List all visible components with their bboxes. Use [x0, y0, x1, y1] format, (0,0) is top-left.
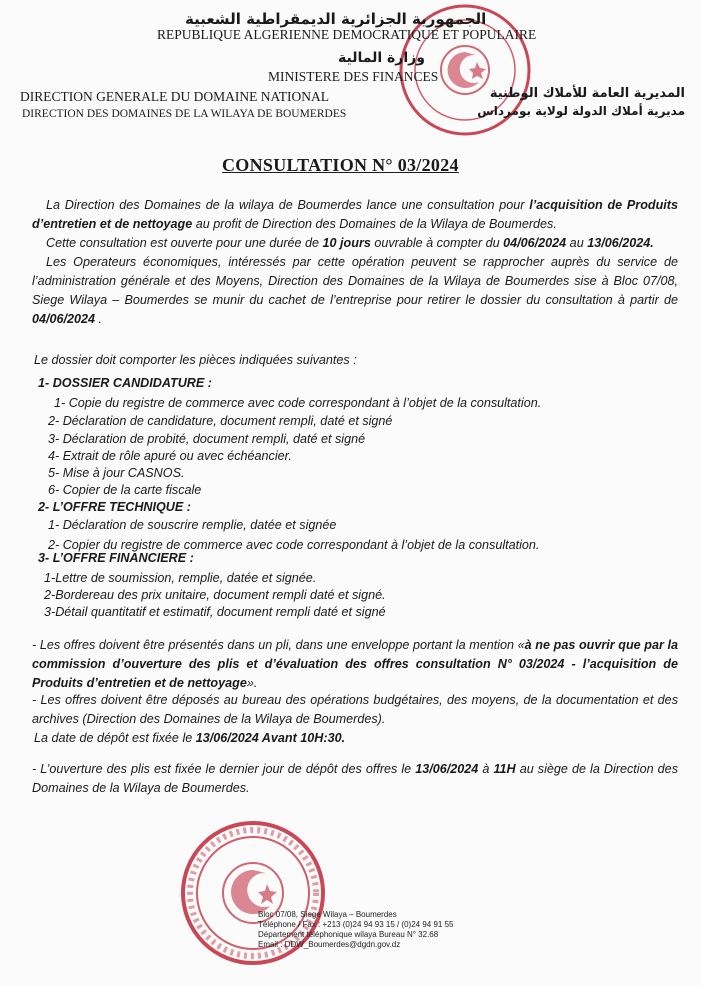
section-technique-heading: 2- L’OFFRE TECHNIQUE : — [38, 500, 191, 514]
intro-paragraph-3: Les Operateurs économiques, intéressés par cette opération peuvent se rapprocher auprès du service de l’administration générale et des Moyens, Direction des Domaines de la Wilaya de Boumerdes sise à Bloc 07/08, Siege Wilaya – Boumerdes se munir du cachet de l’entreprise pour retirer le dossier du consultation à partir de 04/06/2024 . — [32, 255, 678, 326]
list-item: 2- Déclaration de candidature, document rempli, daté et signé — [48, 414, 393, 428]
list-item: 3- Déclaration de probité, document rempli, daté et signé — [48, 432, 366, 446]
closing-paragraph-2: - Les offres doivent être déposés au bureau des opérations budgétaires, des moyens, de la documentation et des archives (Direction des Domaines de la Wilaya de Boumerdes). La date de dépôt est fixée le 13/06/2024 Avant 10H:30. — [32, 693, 678, 745]
header-direction-general-arabic: المديرية العامة للأملاك الوطنية — [489, 86, 685, 101]
footer-department-phone: Département téléphonique wilaya Bureau N° 32.68 — [258, 930, 439, 939]
footer-address: Bloc 07/08, Siege Wilaya – Boumerdes — [258, 910, 397, 919]
intro-paragraph-1: La Direction des Domaines de la wilaya de Boumerdes lance une consultation pour l’acquisition de Produits d’entretien et de nettoyage au profit de Direction des Domaines de la Wilaya de Boumerdes. — [32, 198, 678, 231]
dossier-intro: Le dossier doit comporter les pièces indiquées suivantes : — [34, 353, 357, 367]
header-ministry-french: MINISTERE DES FINANCES — [268, 69, 439, 84]
contact-footer — [258, 910, 453, 950]
intro-block — [32, 196, 678, 329]
list-item: 4- Extrait de rôle apuré ou avec échéancier. — [48, 449, 292, 463]
header-ministry-arabic: وزارة المالية — [338, 50, 425, 66]
list-item: 1- Déclaration de souscrire remplie, datée et signée — [48, 518, 337, 532]
closing-paragraph-3: - L’ouverture des plis est fixée le dernier jour de dépôt des offres le 13/06/2024 à 11H au siège de la Direction des Domaines de la Wilaya de Boumerdes. — [32, 762, 678, 795]
section-candidature-heading: 1- DOSSIER CANDIDATURE : — [38, 376, 212, 390]
intro-paragraph-2: Cette consultation est ouverte pour une durée de 10 jours ouvrable à compter du 04/06/2024 au 13/06/2024. — [46, 236, 654, 250]
list-item: 1-Lettre de soumission, remplie, datée et signée. — [44, 571, 317, 585]
header-republic-arabic: الجمهورية الجزائرية الديمقراطية الشعبية — [185, 10, 487, 28]
document-title: CONSULTATION N° 03/2024 — [222, 155, 459, 175]
list-item: 5- Mise à jour CASNOS. — [48, 466, 185, 480]
footer-phone: Téléphone / Fax : +213 (0)24 94 93 15 / (0)24 94 91 55 — [258, 920, 454, 929]
list-item: 2- Copier du registre de commerce avec code correspondant à l’objet de la consultation. — [48, 538, 540, 552]
list-item: 2-Bordereau des prix unitaire, document rempli daté et signé. — [44, 588, 386, 602]
list-item: 6- Copier de la carte fiscale — [48, 483, 202, 497]
list-item: 1- Copie du registre de commerce avec code correspondant à l’objet de la consultation. — [54, 396, 542, 410]
list-item: 3-Détail quantitatif et estimatif, document rempli daté et signé — [44, 605, 386, 619]
footer-email: Email : DDW_Boumerdes@dgdn.gov.dz — [258, 940, 401, 949]
closing-paragraph-1: - Les offres doivent être présentés dans un pli, dans une enveloppe portant la mention «à ne pas ouvrir que par la commission d’ouverture des plis et d’évaluation des offres consultation N° 03/2024 - l’acquisition de Produits d’entretien et de nettoyage». — [32, 638, 679, 690]
section-financiere-heading: 3- L’OFFRE FINANCIERE : — [38, 551, 194, 565]
header-direction-wilaya: DIRECTION DES DOMAINES DE LA WILAYA DE BOUMERDES — [22, 108, 347, 120]
header-direction-general: DIRECTION GENERALE DU DOMAINE NATIONAL — [20, 89, 329, 104]
header-direction-wilaya-arabic: مديرية أملاك الدولة لولاية بومرداس — [477, 104, 685, 118]
header-republic-french: REPUBLIQUE ALGERIENNE DEMOCRATIQUE ET POPULAIRE — [157, 27, 537, 42]
